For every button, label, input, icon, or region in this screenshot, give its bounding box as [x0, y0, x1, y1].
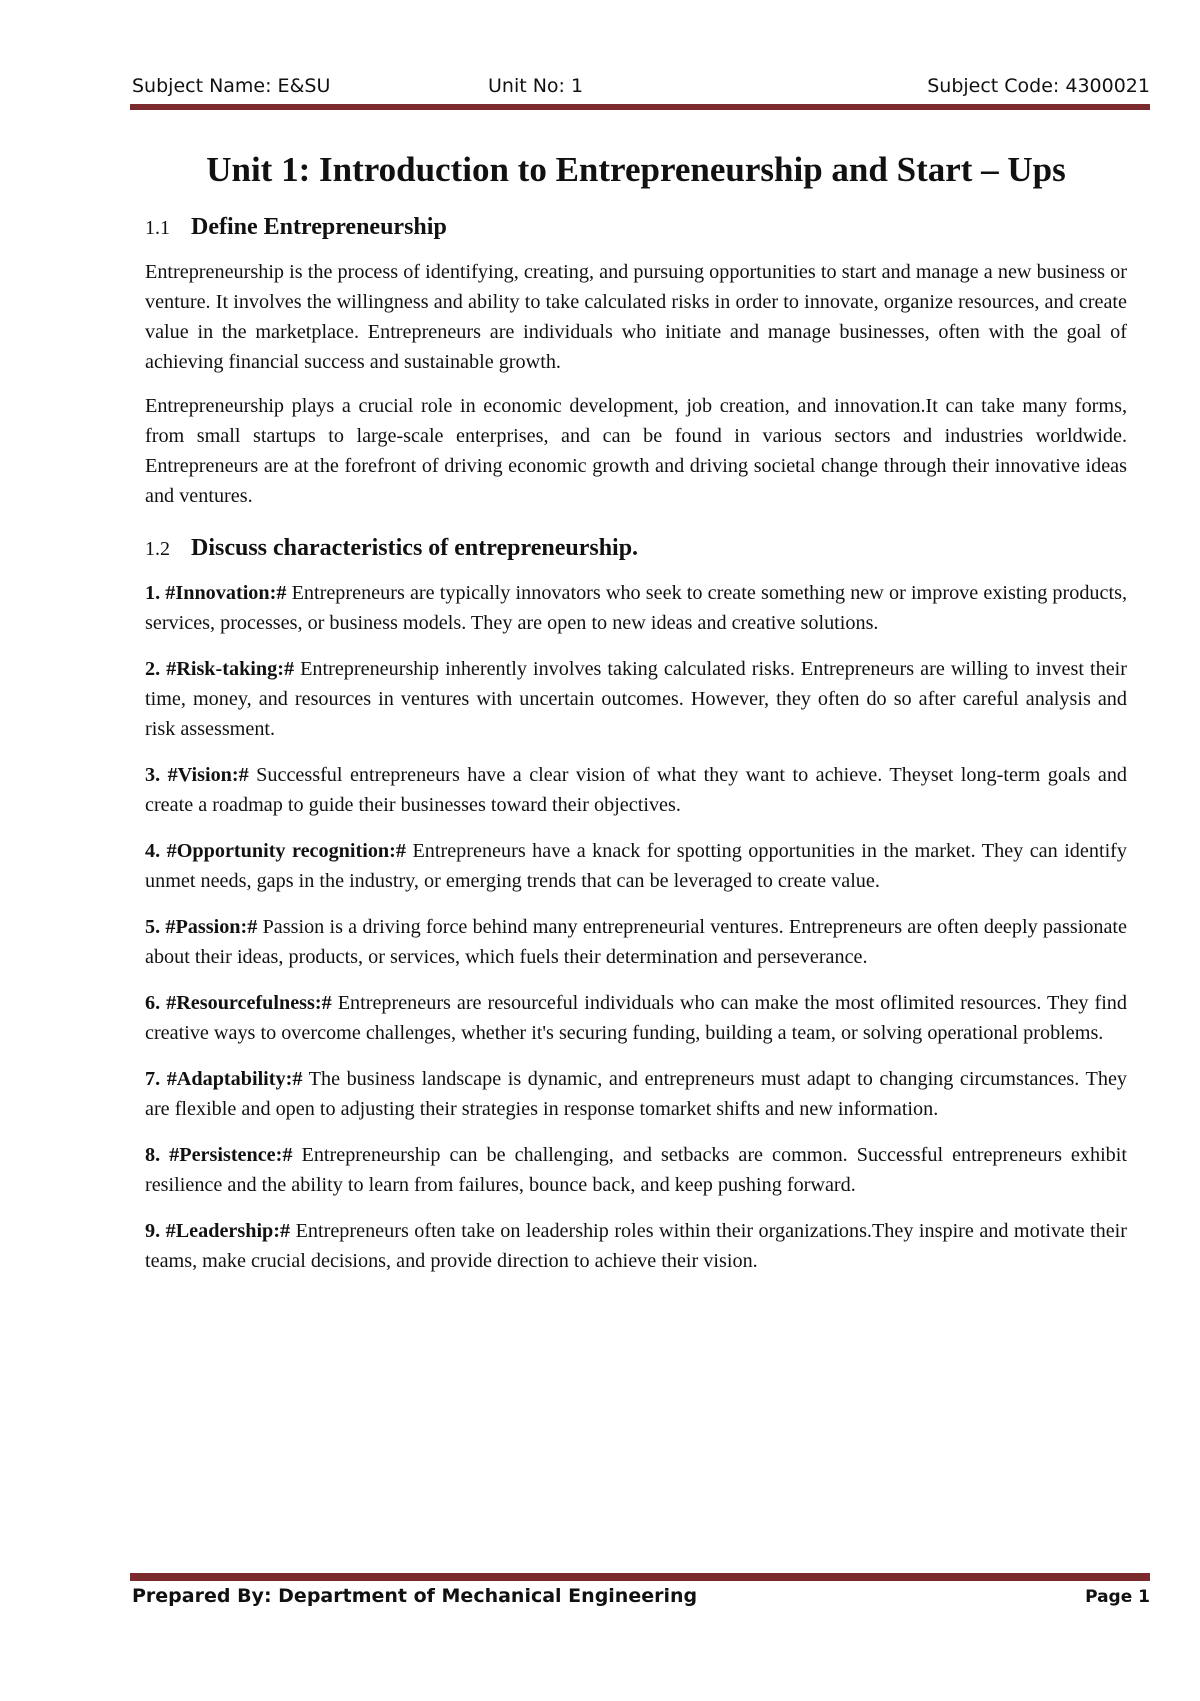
section-2-number: 1.2: [145, 538, 170, 560]
item-label: 9. #Leadership:#: [145, 1220, 291, 1242]
page-content: [145, 140, 1127, 1292]
item-text: Successful entrepreneurs have a clear vision of what they want to achieve. Theyset long-term goals and create a roadmap to guide their businesses toward their objectives.: [145, 764, 1128, 816]
page-footer: [132, 1585, 1150, 1615]
page-header: [132, 75, 1150, 107]
item-label: 4. #Opportunity recognition:#: [145, 840, 406, 862]
item-text: Entrepreneurs often take on leadership roles within their organizations.They inspire and motivate their teams, make crucial decisions, and provide direction to achieve their vision.: [145, 1220, 1128, 1272]
characteristic-item: [145, 836, 1127, 896]
item-text: Entrepreneurs are typically innovators who seek to create something new or improve existing products, services, processes, or business models. They are open to new ideas and creative solutions.: [145, 582, 1127, 634]
page-number: Page 1: [1085, 1587, 1150, 1607]
section-1-title: Define Entrepreneurship: [191, 214, 447, 240]
item-label: 3. #Vision:#: [145, 764, 249, 786]
item-label: 1. #Innovation:#: [145, 582, 287, 604]
item-label: 8. #Persistence:#: [145, 1144, 293, 1166]
footer-rule: [130, 1573, 1150, 1581]
section-1-heading: [145, 212, 1127, 243]
characteristic-item: [145, 654, 1127, 744]
item-text: Entrepreneurship inherently involves taking calculated risks. Entrepreneurs are willing to invest their time, money, and resources in ventures with uncertain outcomes. However, they often do so after careful analysis and risk assessment.: [145, 658, 1127, 740]
characteristic-item: [145, 1216, 1127, 1276]
item-label: 2. #Risk-taking:#: [145, 658, 295, 680]
item-text: Entrepreneurship can be challenging, and setbacks are common. Successful entrepreneurs exhibit resilience and the ability to learn from failures, bounce back, and keep pushing forward.: [145, 1144, 1127, 1196]
item-text: Entrepreneurs are resourceful individuals who can make the most oflimited resources. They find creative ways to overcome challenges, whether it's securing funding, building a team, or solving operational problems.: [145, 992, 1127, 1044]
characteristic-item: [145, 1064, 1127, 1124]
section-2-title: Discuss characteristics of entrepreneurship.: [191, 535, 639, 561]
item-label: 6. #Resourcefulness:#: [145, 992, 332, 1014]
page-title: Unit 1: Introduction to Entrepreneurship and Start – Ups: [206, 150, 1066, 189]
item-label: 7. #Adaptability:#: [145, 1068, 303, 1090]
item-text: Entrepreneurs have a knack for spotting opportunities in the market. They can identify unmet needs, gaps in the industry, or emerging trends that can be leveraged to create value.: [145, 840, 1127, 892]
section-1-number: 1.1: [145, 217, 170, 239]
item-text: The business landscape is dynamic, and entrepreneurs must adapt to changing circumstances. They are flexible and open to adjusting their strategies in response tomarket shifts and new information.: [145, 1068, 1127, 1120]
section-1-paragraph-1: Entrepreneurship is the process of identifying, creating, and pursuing opportunities to start and manage a new business or venture. It involves the willingness and ability to take calculated risks in order to innovate, organize resources, and create value in the marketplace. Entrepreneurs are individuals who initiate and manage businesses, often with the goal of achieving financial success and sustainable growth.: [145, 261, 1127, 373]
subject-code: Subject Code: 4300021: [927, 75, 1150, 97]
item-text: Passion is a driving force behind many entrepreneurial ventures. Entrepreneurs are often deeply passionate about their ideas, products, or services, which fuels their determination and perseverance.: [145, 916, 1128, 968]
section-2-heading: [145, 533, 1127, 564]
section-1-paragraph-2: Entrepreneurship plays a crucial role in economic development, job creation, and innovation.It can take many forms, from small startups to large-scale enterprises, and can be found in various sectors and industries worldwide. Entrepreneurs are at the forefront of driving economic growth and driving societal change through their innovative ideas and ventures.: [145, 395, 1127, 507]
characteristic-item: [145, 988, 1127, 1048]
item-label: 5. #Passion:#: [145, 916, 258, 938]
characteristic-item: [145, 760, 1127, 820]
characteristic-item: [145, 1140, 1127, 1200]
header-rule: [130, 104, 1150, 110]
characteristic-item: [145, 578, 1127, 638]
unit-number: Unit No: 1: [488, 75, 584, 97]
prepared-by: Prepared By: Department of Mechanical Engineering: [132, 1585, 698, 1607]
subject-name: Subject Name: E&SU: [132, 75, 331, 97]
characteristic-item: [145, 912, 1127, 972]
